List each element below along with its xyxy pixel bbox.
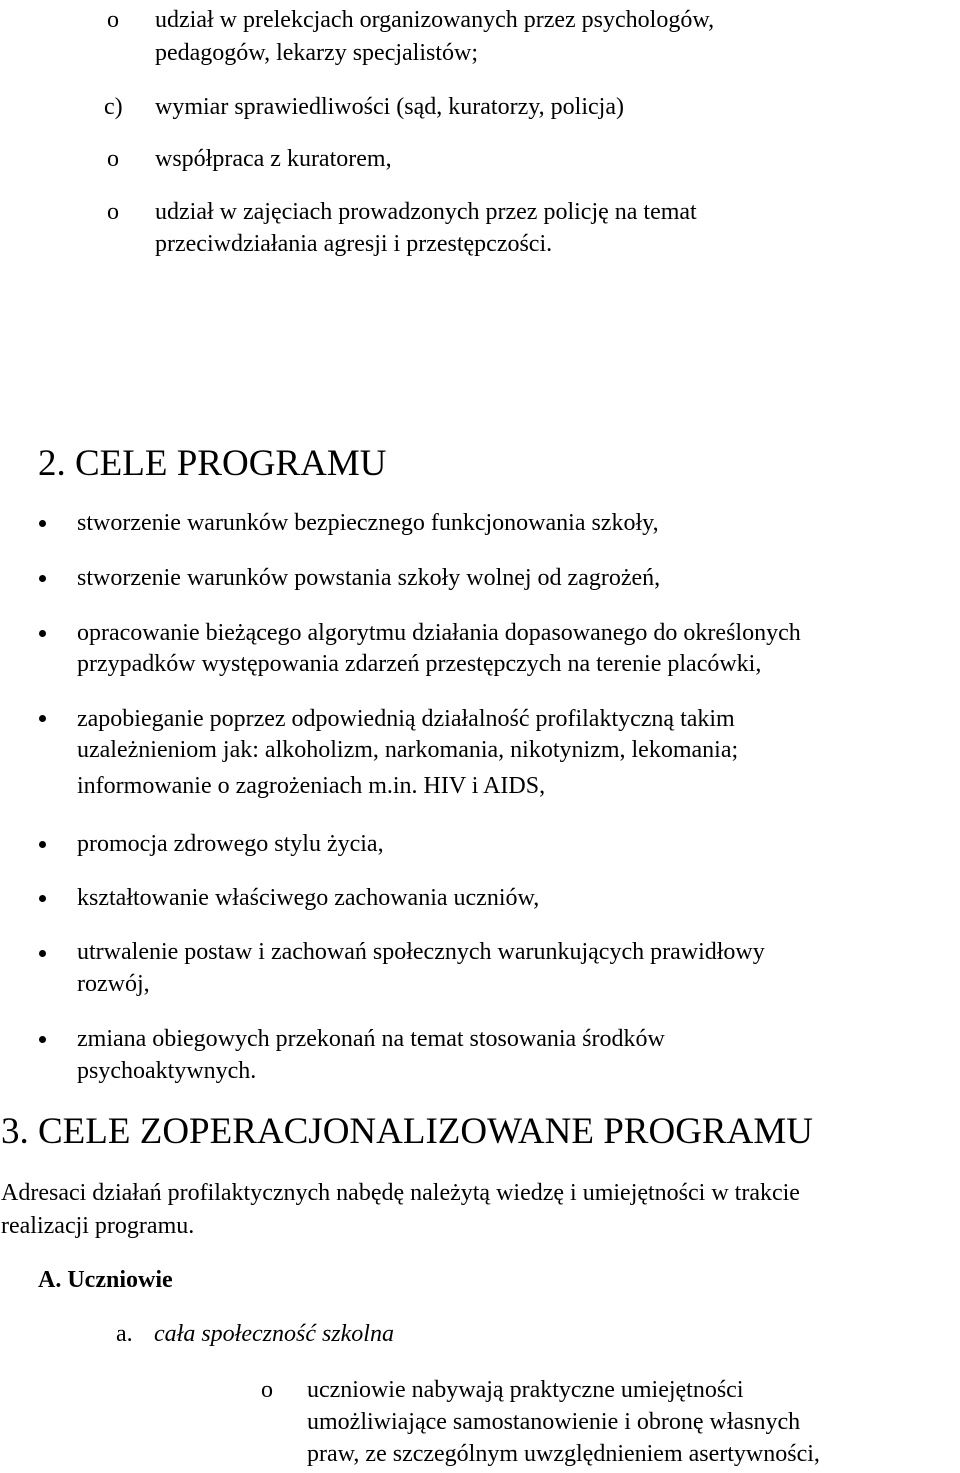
list-item-line: przypadków występowania zdarzeń przestępczych na terenie placówki, — [77, 651, 762, 677]
bullet-icon — [39, 895, 46, 902]
sub-section-title: cała społeczność szkolna — [154, 1321, 394, 1347]
list-item-line: współpraca z kuratorem, — [155, 146, 392, 172]
section-heading: 3. CELE ZOPERACJONALIZOWANE PROGRAMU — [1, 1111, 813, 1152]
list-item-line: udział w zajęciach prowadzonych przez policję na temat — [155, 199, 697, 225]
list-marker: o — [261, 1377, 273, 1403]
list-item-line: umożliwiające samostanowienie i obronę własnych — [307, 1409, 801, 1435]
bullet-icon — [39, 630, 46, 637]
bullet-icon — [39, 1036, 46, 1043]
list-item-line: zmiana obiegowych przekonań na temat stosowania środków — [77, 1026, 665, 1052]
list-marker: c) — [104, 94, 123, 120]
list-marker: o — [107, 146, 119, 172]
list-item-line: promocja zdrowego stylu życia, — [77, 831, 384, 857]
list-item-line: pedagogów, lekarzy specjalistów; — [155, 40, 479, 66]
bullet-icon — [39, 841, 46, 848]
list-item-line: utrwalenie postaw i zachowań społecznych warunkujących prawidłowy — [77, 939, 765, 965]
bullet-icon — [39, 950, 46, 957]
bullet-icon — [39, 575, 46, 582]
list-item-line: stworzenie warunków bezpiecznego funkcjonowania szkoły, — [77, 510, 659, 536]
bullet-icon — [39, 520, 46, 527]
list-item-line: stworzenie warunków powstania szkoły wolnej od zagrożeń, — [77, 565, 661, 591]
list-item-line: praw, ze szczególnym uwzględnieniem asertywności, — [307, 1441, 820, 1467]
list-item-line: rozwój, — [77, 971, 150, 997]
list-item-line: wymiar sprawiedliwości (sąd, kuratorzy, policja) — [155, 94, 624, 120]
list-item-line: udział w prelekcjach organizowanych przez psychologów, — [155, 7, 715, 33]
list-item-line: zapobieganie poprzez odpowiednią działalność profilaktyczną takim — [77, 706, 735, 732]
list-item-line: kształtowanie właściwego zachowania uczniów, — [77, 885, 540, 911]
sub-section-marker: a. — [116, 1321, 133, 1347]
list-item-line: informowanie o zagrożeniach m.in. HIV i AIDS, — [77, 773, 546, 799]
list-item-line: uzależnieniom jak: alkoholizm, narkomania, nikotynizm, lekomania; — [77, 737, 739, 763]
subheading: A. Uczniowie — [38, 1267, 173, 1293]
list-item-line: opracowanie bieżącego algorytmu działania dopasowanego do określonych — [77, 620, 801, 646]
list-item-line: przeciwdziałania agresji i przestępczości. — [155, 231, 553, 257]
bullet-icon — [39, 715, 46, 722]
section-heading: 2. CELE PROGRAMU — [38, 443, 387, 484]
intro-line: Adresaci działań profilaktycznych nabędę należytą wiedzę i umiejętności w trakcie — [1, 1180, 800, 1206]
intro-line: realizacji programu. — [1, 1213, 195, 1239]
list-marker: o — [107, 7, 119, 33]
list-marker: o — [107, 199, 119, 225]
list-item-line: psychoaktywnych. — [77, 1058, 257, 1084]
list-item-line: uczniowie nabywają praktyczne umiejętności — [307, 1377, 744, 1403]
